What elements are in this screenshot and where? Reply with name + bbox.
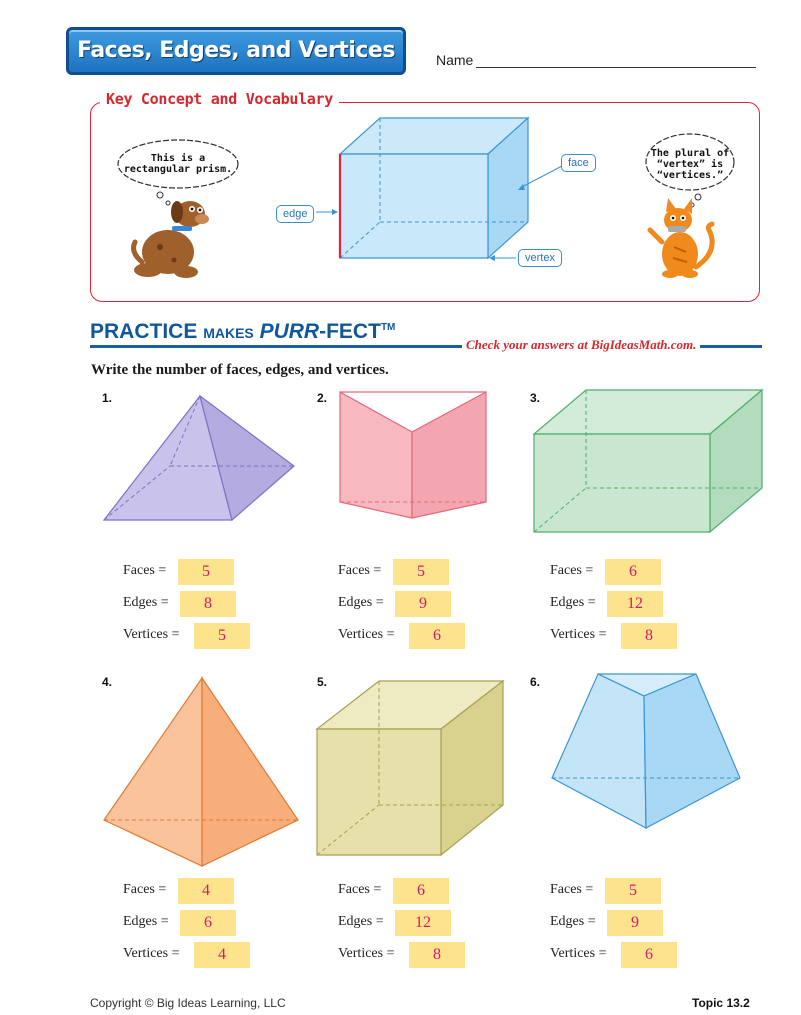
cat-illustration — [650, 198, 712, 278]
cat-bubble-line-2: “vertex” is — [656, 159, 724, 170]
edges-answer[interactable]: 8 — [180, 591, 236, 617]
key-concept-title: Key Concept and Vocabulary — [100, 90, 339, 108]
copyright-notice: Copyright © Big Ideas Learning, LLC — [90, 996, 286, 1010]
vertices-answer[interactable]: 8 — [409, 942, 465, 968]
vertices-answer[interactable]: 8 — [621, 623, 677, 649]
problem-number-6: 6. — [530, 675, 541, 689]
vertices-answer[interactable]: 5 — [194, 623, 250, 649]
edges-label: Edges = — [550, 914, 596, 929]
practice-title-word-1: PRACTICE — [90, 320, 198, 343]
edges-label: Edges = — [338, 914, 384, 929]
face-label: face — [561, 154, 596, 172]
edges-label: Edges = — [550, 595, 596, 610]
worksheet-title: Faces, Edges, and Vertices — [66, 27, 406, 75]
square-pyramid-shape — [100, 390, 300, 525]
vertices-label: Vertices = — [550, 627, 607, 642]
practice-title-word-3: PURR — [259, 320, 320, 343]
faces-label: Faces = — [338, 882, 382, 897]
dog-illustration — [134, 201, 209, 278]
problem-number-3: 3. — [530, 391, 541, 405]
name-label: Name — [436, 52, 474, 68]
cat-bubble-line-1: The plural of — [650, 148, 730, 159]
vertices-answer[interactable]: 6 — [621, 942, 677, 968]
edges-label: Edges = — [123, 914, 169, 929]
edges-label: Edges = — [338, 595, 384, 610]
problem-number-4: 4. — [102, 675, 113, 689]
vertices-answer[interactable]: 4 — [194, 942, 250, 968]
vertices-label: Vertices = — [123, 946, 180, 961]
dog-bubble-line-2: rectangular prism. — [123, 164, 233, 175]
faces-answer[interactable]: 5 — [393, 559, 449, 585]
edges-label: Edges = — [123, 595, 169, 610]
rectangular-prism-diagram — [316, 118, 562, 261]
problem-number-2: 2. — [317, 391, 328, 405]
vertices-answer[interactable]: 6 — [409, 623, 465, 649]
trademark-mark: TM — [380, 322, 396, 333]
cube-shape — [315, 679, 507, 859]
faces-label: Faces = — [338, 563, 382, 578]
faces-label: Faces = — [123, 882, 167, 897]
dog-bubble-text — [118, 153, 238, 175]
problem-number-1: 1. — [102, 391, 113, 405]
faces-answer[interactable]: 5 — [605, 878, 661, 904]
faces-answer[interactable]: 6 — [605, 559, 661, 585]
edges-answer[interactable]: 9 — [607, 910, 663, 936]
rectangular-prism-shape — [532, 388, 766, 536]
faces-answer[interactable]: 6 — [393, 878, 449, 904]
name-line — [476, 67, 756, 68]
dog-bubble-line-1: This is a — [150, 153, 206, 164]
edges-answer[interactable]: 9 — [395, 591, 451, 617]
edges-answer[interactable]: 6 — [180, 910, 236, 936]
instructions: Write the number of faces, edges, and vertices. — [91, 362, 389, 378]
triangular-pyramid-shape — [102, 676, 302, 870]
vertices-label: Vertices = — [550, 946, 607, 961]
cat-bubble-text — [645, 148, 735, 181]
faces-answer[interactable]: 5 — [178, 559, 234, 585]
faces-label: Faces = — [550, 563, 594, 578]
faces-label: Faces = — [550, 882, 594, 897]
edges-answer[interactable]: 12 — [607, 591, 663, 617]
faces-answer[interactable]: 4 — [178, 878, 234, 904]
triangular-prism-shape — [338, 388, 490, 522]
check-answers-note: Check your answers at BigIdeasMath.com. — [462, 337, 700, 353]
edge-label: edge — [276, 205, 314, 223]
cat-bubble-line-3: “vertices.” — [656, 170, 724, 181]
problem-number-5: 5. — [317, 675, 328, 689]
vertices-label: Vertices = — [123, 627, 180, 642]
edges-answer[interactable]: 12 — [395, 910, 451, 936]
vertices-label: Vertices = — [338, 946, 395, 961]
vertices-label: Vertices = — [338, 627, 395, 642]
practice-title — [90, 320, 395, 344]
faces-label: Faces = — [123, 563, 167, 578]
tilted-triangular-prism-shape — [550, 670, 742, 832]
key-concept-illustration — [90, 102, 760, 302]
practice-title-word-4: -FECT — [319, 320, 381, 343]
vertex-label: vertex — [518, 249, 562, 267]
topic-label: Topic 13.2 — [692, 996, 750, 1010]
practice-title-word-2: MAKES — [203, 325, 254, 341]
